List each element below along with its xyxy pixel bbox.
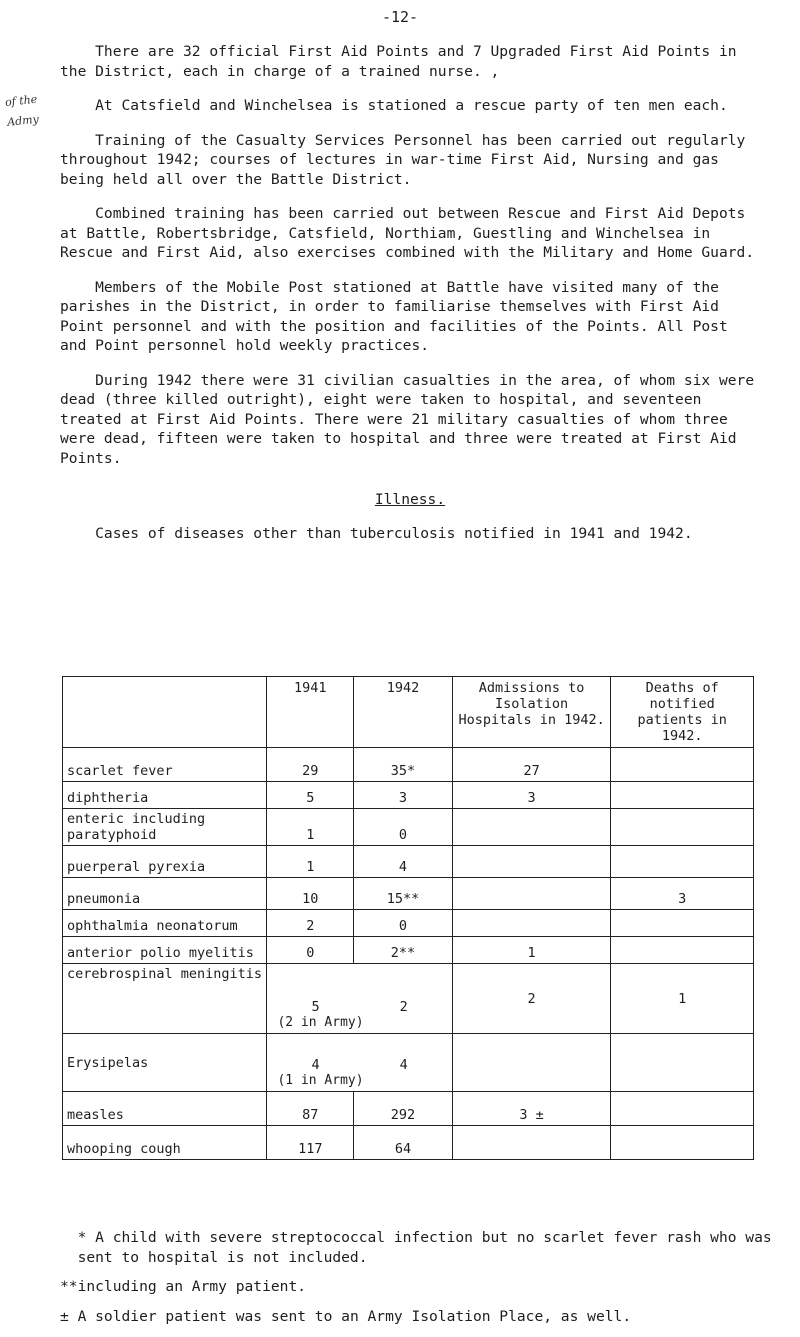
cases-1941: 1 [267, 809, 354, 846]
header-admissions: Admissions to Isolation Hospitals in 1942. [452, 677, 611, 748]
footnote-scarlet-fever: * A child with severe streptococcal infection but no scarlet fever rash who was sent to hospital is not included. [77, 1229, 772, 1266]
footnote-soldier-patient: ± A soldier patient was sent to an Army Isolation Place, as well. [60, 1307, 632, 1325]
disease-name: pneumonia [63, 878, 267, 910]
margin-handwritten-note: of the Admy [4, 92, 40, 129]
cases-1942: 0 [354, 809, 453, 846]
admissions: 2 [452, 964, 611, 1034]
table-intro: Cases of diseases other than tuberculosis notified in 1941 and 1942. [95, 524, 693, 542]
table-row [63, 878, 754, 910]
cases-1941: 10 [267, 878, 354, 910]
cases-1942: 64 [354, 1126, 453, 1160]
cases-1941: 87 [267, 1092, 354, 1126]
deaths: 1 [611, 964, 754, 1034]
table-header-row [63, 677, 754, 748]
table-row [63, 809, 754, 846]
table-row [63, 782, 754, 809]
cases-1941: 29 [267, 748, 354, 782]
cases-1942: 3 [354, 782, 453, 809]
cases-1941: 2 [267, 910, 354, 937]
deaths [611, 748, 754, 782]
cases-1942: 4 [399, 1057, 408, 1073]
army-note: (1 in Army) [277, 1073, 364, 1088]
disease-name: measles [63, 1092, 267, 1126]
deaths [611, 1034, 754, 1092]
disease-name: ophthalmia neonatorum [63, 910, 267, 937]
cases-1942: 15** [354, 878, 453, 910]
cases-1942: 0 [354, 910, 453, 937]
cases-1942: 292 [354, 1092, 453, 1126]
cases-1942: 2** [354, 937, 453, 964]
table-row [63, 1092, 754, 1126]
table-row [63, 910, 754, 937]
deaths [611, 846, 754, 878]
paragraph-combined-training: Combined training has been carried out between Rescue and First Aid Depots at Battle, Robertsbridge, Catsfield, Northiam, Guestling and Winchelsea in Rescue and First Aid, also exercises combined with the Military and Home Guard. [60, 205, 755, 261]
table-row [63, 846, 754, 878]
disease-name: cerebrospinal meningitis [63, 964, 267, 1034]
table-row [63, 937, 754, 964]
admissions [452, 846, 611, 878]
deaths: 3 [611, 878, 754, 910]
header-deaths: Deaths of notified patients in 1942. [611, 677, 754, 748]
deaths [611, 1092, 754, 1126]
disease-name: anterior polio myelitis [63, 937, 267, 964]
deaths [611, 937, 754, 964]
admissions [452, 1034, 611, 1092]
paragraph-rescue-party: At Catsfield and Winchelsea is stationed a rescue party of ten men each. [95, 97, 728, 114]
footnote-army-patient: **including an Army patient. [60, 1278, 307, 1295]
cases-1942: 4 [354, 846, 453, 878]
deaths [611, 782, 754, 809]
deaths [611, 1126, 754, 1160]
body-text [60, 42, 760, 543]
header-disease [63, 677, 267, 748]
disease-name: scarlet fever [63, 748, 267, 782]
cases-1941: 1 [267, 846, 354, 878]
deaths [611, 809, 754, 846]
footnotes [60, 1228, 780, 1336]
cases-1942: 2 [399, 999, 408, 1015]
diseases-table [62, 676, 754, 1160]
admissions: 3 ± [452, 1092, 611, 1126]
cases-1941: 117 [267, 1126, 354, 1160]
cases-1941: 4 [311, 1057, 320, 1073]
paragraph-casualties: During 1942 there were 31 civilian casualties in the area, of whom six were dead (three killed outright), eight were taken to hospital, and seventeen treated at First Aid Points. There were 21 military casualties of whom three were dead, fifteen were taken to hospital and three were treated at First Aid Points. [60, 371, 755, 467]
admissions [452, 878, 611, 910]
header-1942: 1942 [354, 677, 453, 748]
admissions [452, 1126, 611, 1160]
disease-name: enteric including paratyphoid [63, 809, 267, 846]
cases-1941: 5 [311, 999, 320, 1015]
table-row [63, 748, 754, 782]
deaths [611, 910, 754, 937]
admissions: 27 [452, 748, 611, 782]
table-row [63, 1034, 754, 1092]
paragraph-training: Training of the Casualty Services Personnel has been carried out regularly throughout 1942; courses of lectures in war-time First Aid, Nursing and gas being held all over the Battle District. [60, 131, 746, 188]
disease-name: Erysipelas [63, 1034, 267, 1092]
header-1941: 1941 [267, 677, 354, 748]
paragraph-first-aid-points: There are 32 official First Aid Points and 7 Upgraded First Aid Points in the District, each in charge of a trained nurse. , [60, 43, 737, 80]
cases-1941: 0 [267, 937, 354, 964]
table-row [63, 964, 754, 1034]
army-note: (2 in Army) [277, 1015, 364, 1030]
page-number: -12- [381, 8, 419, 26]
disease-name: whooping cough [63, 1126, 267, 1160]
disease-name: puerperal pyrexia [63, 846, 267, 878]
cases-1941-1942 [267, 1034, 452, 1092]
admissions: 3 [452, 782, 611, 809]
disease-name: diphtheria [63, 782, 267, 809]
admissions [452, 910, 611, 937]
admissions: 1 [452, 937, 611, 964]
cases-1941: 5 [267, 782, 354, 809]
section-heading: Illness. [374, 491, 446, 508]
table-row [63, 1126, 754, 1160]
cases-1941-1942 [267, 964, 452, 1034]
paragraph-mobile-post: Members of the Mobile Post stationed at Battle have visited many of the parishes in the District, in order to familiarise themselves with First Aid Point personnel and with the position and facilities of the Points. All Post and Point personnel hold weekly practices. [60, 278, 728, 354]
cases-1942: 35* [354, 748, 453, 782]
admissions [452, 809, 611, 846]
